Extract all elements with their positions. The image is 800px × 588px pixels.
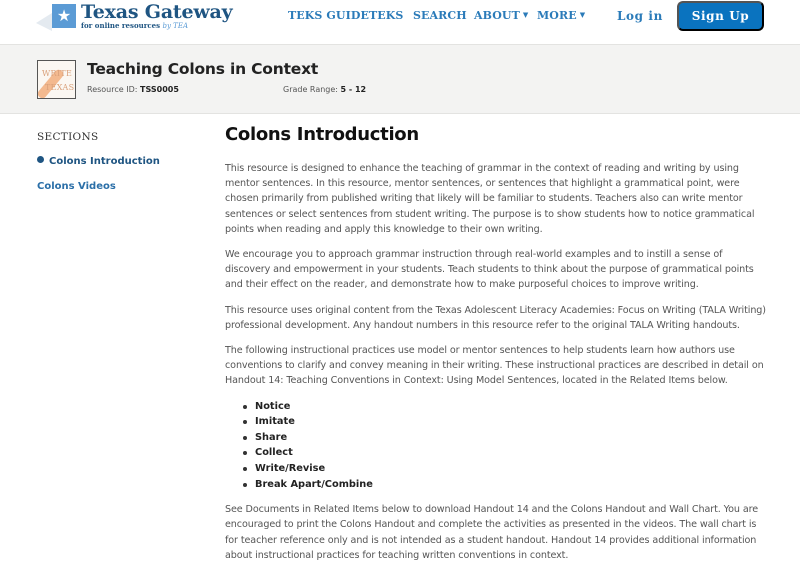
list-item: Notice (241, 399, 770, 415)
sidebar-item-colons-videos[interactable] (37, 181, 116, 192)
sidebar-item-label: Colons Introduction (49, 156, 160, 167)
star-icon: ★ (52, 4, 76, 28)
list-item: Imitate (241, 414, 770, 430)
intro-paragraph-1: This resource is designed to enhance the teaching of grammar in the context of reading and writing by using mentor sentences. In this resource, mentor sentences, or sentences that highlight a grammatical point, were chosen primarily from published writing that likely will be familiar to students. Teachers also can write mentor sentences or select sentences from student writing. The purpose is to show students how to notice grammatical points when reading and apply this knowledge to their own writing. (225, 163, 755, 235)
list-item: Share (241, 430, 770, 446)
logo-subtitle (81, 22, 233, 30)
grade-range-label: Grade Range: (283, 85, 338, 94)
signup-button[interactable]: Sign Up (677, 1, 764, 31)
sections-heading: SECTIONS (37, 131, 99, 143)
list-item: Break Apart/Combine (241, 477, 770, 493)
resource-id (87, 85, 179, 94)
section-title: Colons Introduction (225, 124, 419, 145)
list-item: Write/Revise (241, 461, 770, 477)
thumbnail-text-write: WRITE (42, 69, 73, 78)
grade-range (283, 85, 366, 94)
list-item: Collect (241, 445, 770, 461)
resource-id-value: TSS0005 (140, 85, 179, 94)
nav-search[interactable] (413, 9, 467, 22)
top-navigation (0, 0, 800, 44)
nav-teks-guide[interactable] (288, 9, 369, 22)
resource-id-label: Resource ID: (87, 85, 138, 94)
logo-subtitle-text: for online resources (81, 21, 161, 30)
sidebar-item-label: Colons Videos (37, 181, 116, 192)
logo-text (81, 1, 233, 30)
caret-down-icon: ▼ (522, 10, 529, 19)
instructional-practices-list (241, 399, 770, 493)
intro-paragraph-2: We encourage you to approach grammar instruction through real-world examples and to instill a sense of discovery and empowerment in your students. Teach students to think about the purpose of grammatical points and their effect on the reader, and demonstrate how to make purposeful choices to improve writing. (225, 249, 754, 291)
logo-by-tea: by TEA (162, 22, 188, 30)
resource-thumbnail (37, 60, 76, 99)
login-link[interactable]: Log in (617, 9, 663, 23)
nav-teks[interactable] (369, 9, 403, 22)
nav-more-dropdown[interactable] (537, 9, 585, 22)
nav-more-label: MORE (537, 9, 577, 22)
sidebar-item-colons-introduction[interactable] (37, 156, 160, 167)
nav-about-dropdown[interactable] (474, 9, 528, 22)
main-content (225, 124, 770, 573)
logo-tail-shape (36, 13, 52, 31)
grade-range-value: 5 - 12 (340, 85, 367, 94)
intro-paragraph-4: The following instructional practices use model or mentor sentences to help students learn how authors use conventions to clarify and convey meaning in their writing. These instructional practices are described in detail on Handout 14: Teaching Conventions in Context: Using Model Sentences, located in the Related Items below. (225, 345, 764, 387)
nav-about-label: ABOUT (474, 9, 520, 22)
thumbnail-text-texas: TEXAS (45, 83, 75, 92)
intro-paragraph-3: This resource uses original content from the Texas Adolescent Literacy Academies: Focus on Writing (TALA Writing) professional development. Any handout numbers in this resource refer to the original TALA Writing handouts. (225, 304, 766, 331)
nav-teks-guide-label: TEKS GUIDE (288, 9, 369, 22)
active-bullet-icon (37, 156, 44, 163)
resource-header (0, 44, 800, 114)
nav-search-label: SEARCH (413, 9, 467, 22)
logo-title: Texas Gateway (81, 1, 233, 23)
caret-down-icon: ▼ (579, 10, 586, 19)
resource-title: Teaching Colons in Context (87, 60, 319, 78)
nav-teks-label: TEKS (369, 9, 404, 22)
closing-paragraph: See Documents in Related Items below to download Handout 14 and the Colons Handout and Wall Chart. You are encouraged to print the Colons Handout and complete the activities as presented in the videos. The wall chart is for teacher reference only and is not intended as a student handout. Handout 14 provides additional information about instructional practices for teaching written conventions in context. (225, 504, 759, 561)
